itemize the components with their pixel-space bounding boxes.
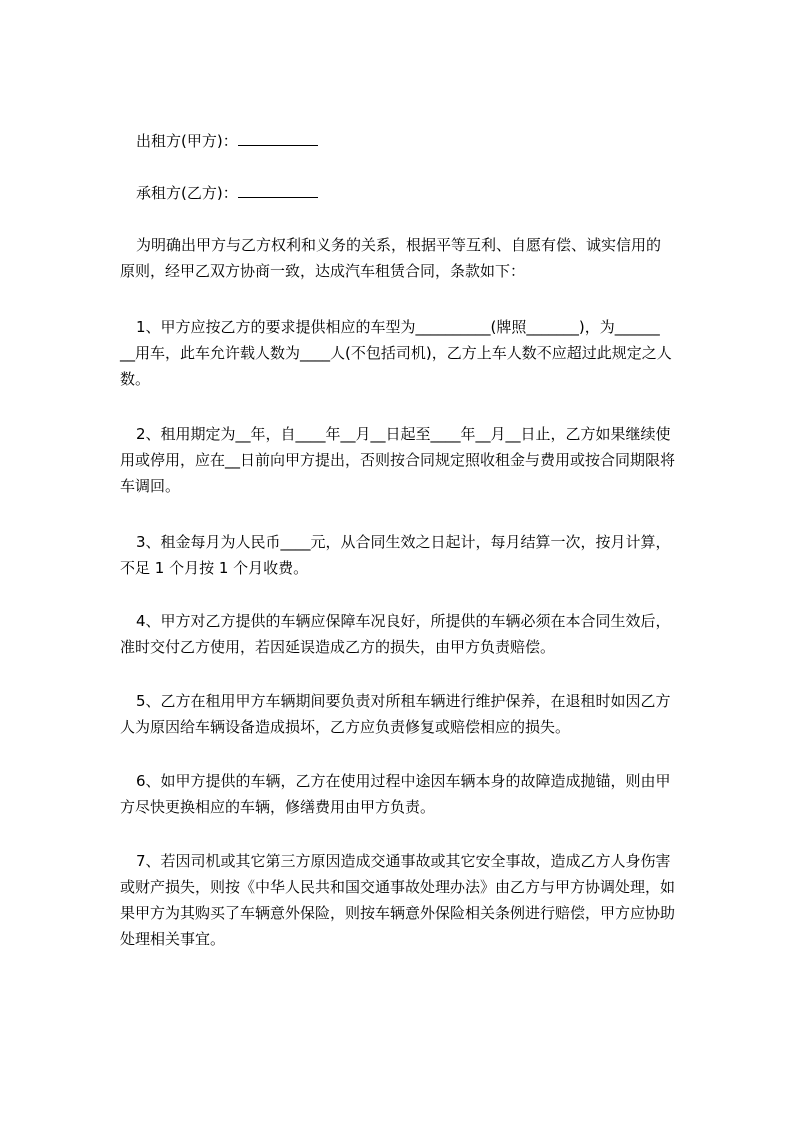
clause-4-line-2: 准时交付乙方使用，若因延误造成乙方的损失，由甲方负责赔偿。 (120, 638, 556, 656)
clause-7-line-3: 果甲方为其购买了车辆意外保险，则按车辆意外保险相关条例进行赔偿，甲方应协助 (120, 904, 676, 922)
clause-1-line-3: 数。 (120, 370, 151, 388)
clause-5-line-1: 5、乙方在租用甲方车辆期间要负责对所租车辆进行维护保养，在退租时如因乙方 (136, 692, 671, 710)
clause-1-line-2: __用车，此车允许载人数为____人(不包括司机)，乙方上车人数不应超过此规定之人 (120, 344, 672, 362)
intro-line-1: 为明确出甲方与乙方权利和义务的关系，根据平等互利、自愿有偿、诚实信用的 (136, 236, 662, 254)
clause-6-line-2: 方尽快更换相应的车辆，修缮费用由甲方负责。 (120, 798, 436, 816)
clause-2-line-3: 车调回。 (120, 477, 181, 495)
lessor-label: 出租方(甲方)： (136, 132, 238, 150)
lessor-blank (238, 130, 318, 146)
clause-2-line-1: 2、租用期定为__年，自____年__月__日起至____年__月__日止，乙方如果继续使 (136, 425, 671, 443)
clause-4-line-1: 4、甲方对乙方提供的车辆应保障车况良好，所提供的车辆必须在本合同生效后， (136, 612, 671, 630)
clause-3-line-1: 3、租金每月为人民币____元，从合同生效之日起计，每月结算一次，按月计算， (136, 533, 671, 551)
clause-2-line-2: 用或停用，应在__日前向甲方提出，否则按合同规定照收租金与费用或按合同期限将 (120, 451, 676, 469)
lessee-blank (238, 182, 318, 198)
clause-7-line-1: 7、若因司机或其它第三方原因造成交通事故或其它安全事故，造成乙方人身伤害 (136, 852, 671, 870)
lessee-label: 承租方(乙方)： (136, 184, 238, 202)
lessee-line (136, 180, 318, 206)
lessor-line (136, 128, 318, 154)
clause-1-line-1: 1、甲方应按乙方的要求提供相应的车型为__________(牌照_______)，为______ (136, 318, 660, 336)
clause-3-line-2: 不足 1 个月按 1 个月收费。 (120, 559, 309, 577)
intro-line-2: 原则，经甲乙双方协商一致，达成汽车租赁合同，条款如下： (120, 262, 526, 280)
clause-7-line-2: 或财产损失，则按《中华人民共和国交通事故处理办法》由乙方与甲方协调处理，如 (120, 878, 676, 896)
clause-5-line-2: 人为原因给车辆设备造成损坏，乙方应负责修复或赔偿相应的损失。 (120, 718, 571, 736)
clause-7-line-4: 处理相关事宜。 (120, 930, 226, 948)
clause-6-line-1: 6、如甲方提供的车辆，乙方在使用过程中途因车辆本身的故障造成抛锚，则由甲 (136, 772, 671, 790)
